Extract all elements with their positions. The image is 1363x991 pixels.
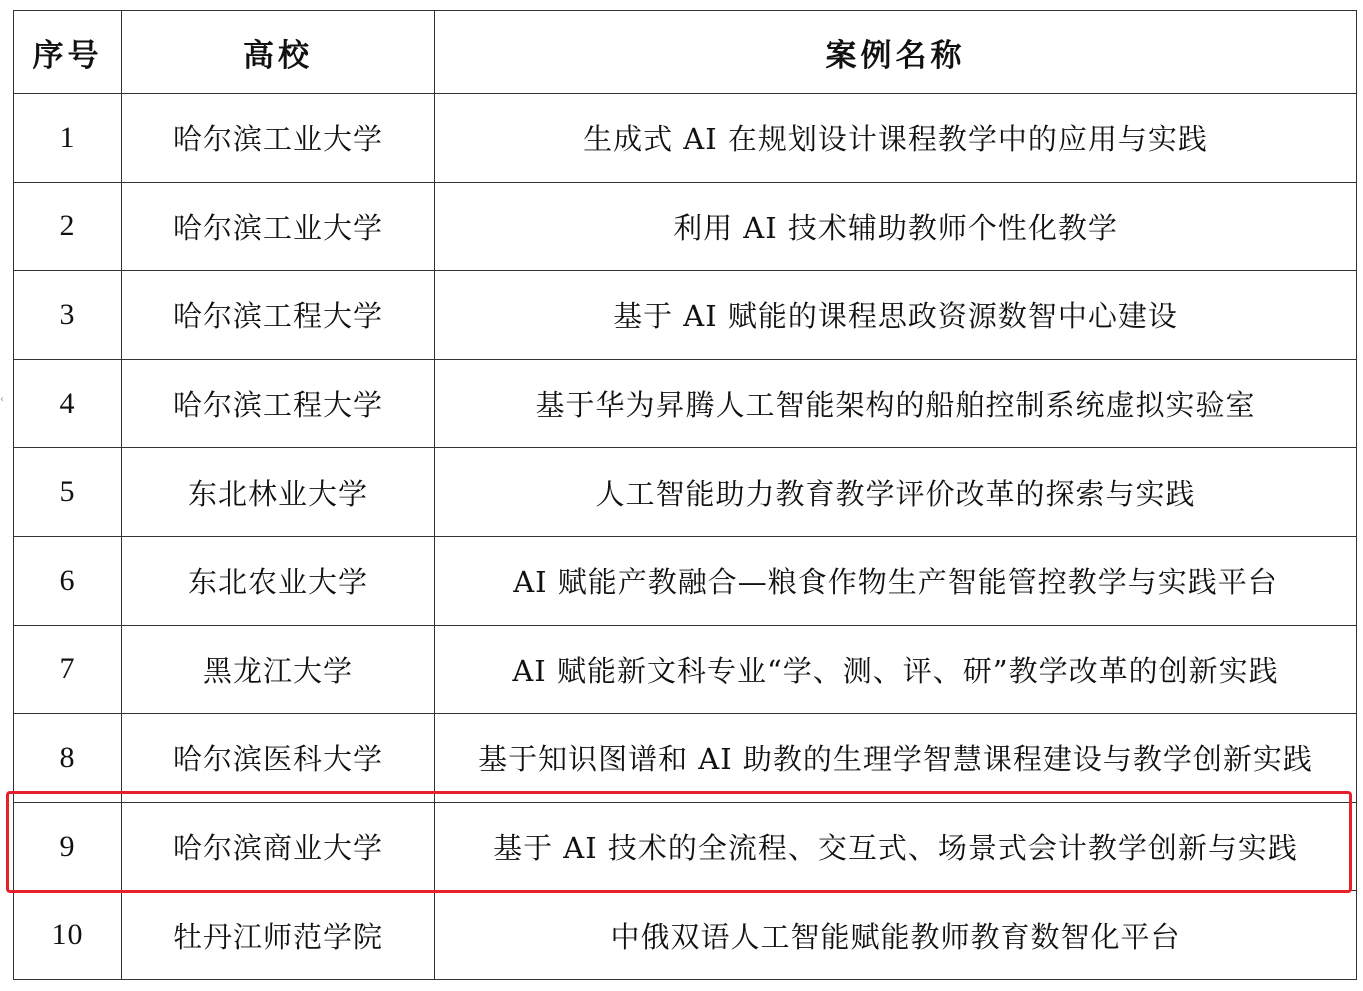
row-school: 哈尔滨医科大学	[122, 714, 435, 803]
table-row	[14, 182, 1357, 271]
row-school: 牡丹江师范学院	[122, 891, 435, 980]
table-row	[14, 359, 1357, 448]
row-case-name: 基于知识图谱和 AI 助教的生理学智慧课程建设与教学创新实践	[435, 714, 1357, 803]
table-row	[14, 271, 1357, 360]
row-index: 6	[14, 536, 122, 625]
row-case-name: AI 赋能产教融合—粮食作物生产智能管控教学与实践平台	[435, 536, 1357, 625]
row-school: 黑龙江大学	[122, 625, 435, 714]
row-index: 7	[14, 625, 122, 714]
row-index: 4	[14, 359, 122, 448]
row-school: 哈尔滨商业大学	[122, 802, 435, 891]
table-row	[14, 625, 1357, 714]
table-row	[14, 448, 1357, 537]
row-index: 8	[14, 714, 122, 803]
table-header-row	[14, 11, 1357, 94]
table-row	[14, 536, 1357, 625]
row-index: 9	[14, 802, 122, 891]
row-index: 3	[14, 271, 122, 360]
row-case-name: 人工智能助力教育教学评价改革的探索与实践	[435, 448, 1357, 537]
row-school: 东北林业大学	[122, 448, 435, 537]
table-row	[14, 94, 1357, 183]
row-case-name: 基于华为昇腾人工智能架构的船舶控制系统虚拟实验室	[435, 359, 1357, 448]
row-case-name: AI 赋能新文科专业“学、测、评、研”教学改革的创新实践	[435, 625, 1357, 714]
row-case-name: 中俄双语人工智能赋能教师教育数智化平台	[435, 891, 1357, 980]
table-row-highlighted	[14, 802, 1357, 891]
row-school: 哈尔滨工业大学	[122, 182, 435, 271]
table-row	[14, 714, 1357, 803]
row-school: 东北农业大学	[122, 536, 435, 625]
edge-chevron-icon: ‹	[0, 394, 4, 405]
row-case-name: 基于 AI 赋能的课程思政资源数智中心建设	[435, 271, 1357, 360]
row-index: 1	[14, 94, 122, 183]
case-table	[13, 10, 1357, 980]
header-case-name: 案例名称	[435, 11, 1357, 94]
row-index: 5	[14, 448, 122, 537]
header-school: 高校	[122, 11, 435, 94]
row-school: 哈尔滨工业大学	[122, 94, 435, 183]
row-school: 哈尔滨工程大学	[122, 359, 435, 448]
row-case-name: 基于 AI 技术的全流程、交互式、场景式会计教学创新与实践	[435, 802, 1357, 891]
case-table-container	[13, 10, 1356, 980]
row-index: 2	[14, 182, 122, 271]
header-index: 序号	[14, 11, 122, 94]
row-case-name: 生成式 AI 在规划设计课程教学中的应用与实践	[435, 94, 1357, 183]
row-school: 哈尔滨工程大学	[122, 271, 435, 360]
table-row	[14, 891, 1357, 980]
row-index: 10	[14, 891, 122, 980]
row-case-name: 利用 AI 技术辅助教师个性化教学	[435, 182, 1357, 271]
